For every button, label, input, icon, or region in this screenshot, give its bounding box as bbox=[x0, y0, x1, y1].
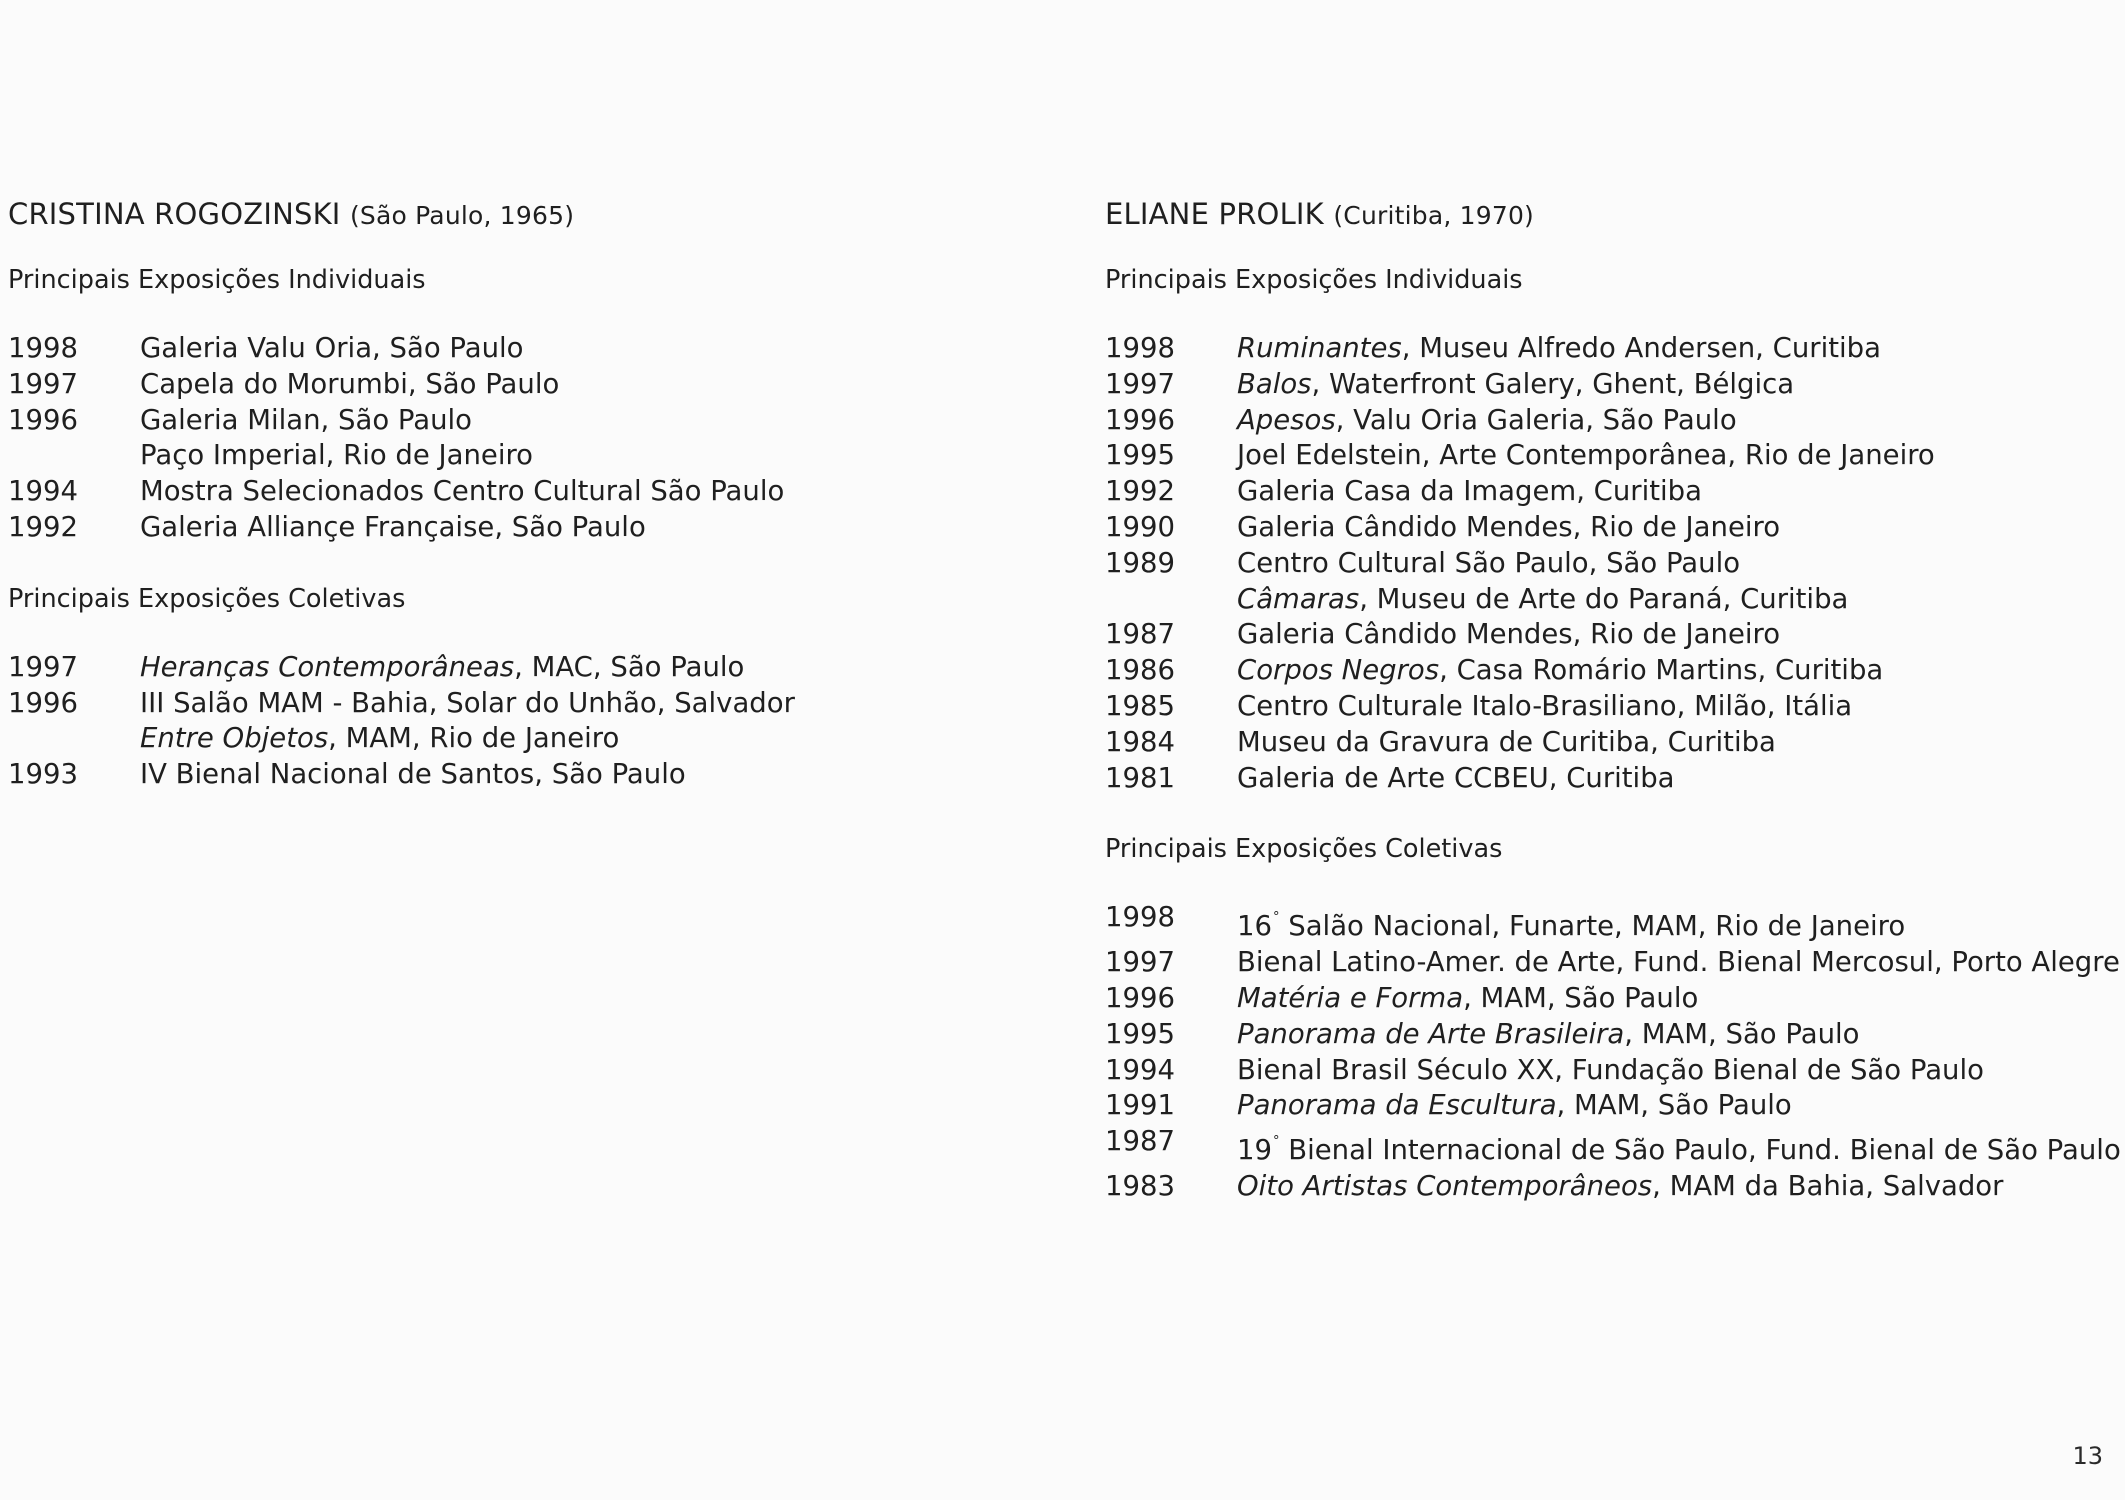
exhibition-description bbox=[1237, 474, 1702, 510]
exhibition-year: 1987 bbox=[1105, 1125, 1175, 1158]
exhibition-year: 1997 bbox=[1105, 946, 1175, 979]
exhibition-year: 1994 bbox=[1105, 1053, 1175, 1086]
exhibition-entry bbox=[1105, 1169, 2115, 1205]
exhibition-text: , MAM, São Paulo bbox=[1556, 1089, 1792, 1122]
exhibition-description bbox=[1237, 981, 1698, 1017]
exhibition-entry bbox=[1105, 617, 2115, 653]
exhibition-entry bbox=[8, 686, 1068, 722]
exhibition-description bbox=[140, 367, 559, 403]
artist-column-right bbox=[1105, 195, 2121, 1241]
exhibition-year: 1994 bbox=[8, 475, 78, 508]
exhibition-entry bbox=[8, 438, 1068, 474]
exhibition-text: Galeria Casa da Imagem, Curitiba bbox=[1237, 475, 1702, 508]
exhibition-description bbox=[140, 403, 472, 439]
exhibition-text: , Valu Oria Galeria, São Paulo bbox=[1335, 403, 1737, 436]
collective-exhibitions-heading: Principais Exposições Coletivas bbox=[8, 583, 406, 614]
exhibition-entry bbox=[8, 721, 1068, 757]
exhibition-title-italic: Apesos bbox=[1237, 403, 1336, 436]
exhibition-year: 1995 bbox=[1105, 1017, 1175, 1050]
exhibition-description bbox=[1237, 438, 1935, 474]
exhibition-entry bbox=[1105, 689, 2115, 725]
exhibition-year bbox=[1105, 582, 1237, 618]
exhibition-description bbox=[1237, 1088, 1792, 1124]
exhibition-description bbox=[1237, 653, 1883, 689]
exhibition-year: 1981 bbox=[1105, 761, 1175, 794]
exhibition-year: 1997 bbox=[8, 367, 78, 400]
exhibition-year: 1986 bbox=[1105, 654, 1175, 687]
artist-origin: (Curitiba, 1970) bbox=[1333, 201, 1535, 230]
page-number: 13 bbox=[2072, 1442, 2103, 1470]
exhibition-year: 1998 bbox=[1105, 901, 1175, 934]
exhibition-entry bbox=[8, 757, 1068, 793]
exhibition-year: 1998 bbox=[1105, 332, 1175, 364]
exhibition-year: 1998 bbox=[8, 332, 78, 364]
exhibition-entry bbox=[1105, 761, 2115, 797]
exhibition-description bbox=[1237, 1124, 2121, 1169]
exhibition-title-italic: Ruminantes bbox=[1237, 332, 1402, 364]
exhibition-title-italic: Panorama de Arte Brasileira bbox=[1237, 1017, 1625, 1050]
exhibition-text: Salão Nacional, Funarte, MAM, Rio de Janeiro bbox=[1279, 910, 1906, 943]
exhibition-title-italic: Panorama da Escultura bbox=[1237, 1089, 1557, 1122]
individual-exhibitions-list bbox=[1105, 331, 2115, 796]
exhibition-description bbox=[1237, 617, 1780, 653]
exhibition-text: IV Bienal Nacional de Santos, São Paulo bbox=[140, 758, 686, 791]
exhibition-entry bbox=[1105, 900, 2115, 945]
ordinal-mark: ° bbox=[1273, 910, 1280, 926]
exhibition-text: Centro Culturale Italo-Brasiliano, Milão, Itália bbox=[1237, 689, 1853, 722]
exhibition-description bbox=[1237, 510, 1780, 546]
exhibition-text: Galeria de Arte CCBEU, Curitiba bbox=[1237, 761, 1675, 794]
exhibition-year: 1996 bbox=[8, 403, 78, 436]
exhibition-entry bbox=[8, 367, 1068, 403]
exhibition-text: , Waterfront Galery, Ghent, Bélgica bbox=[1311, 367, 1795, 400]
exhibition-description bbox=[1237, 761, 1675, 797]
exhibition-description bbox=[1237, 331, 1881, 367]
exhibition-year: 1997 bbox=[8, 650, 78, 683]
exhibition-title-italic: Câmaras bbox=[1237, 582, 1360, 615]
exhibition-text: Galeria Valu Oria, São Paulo bbox=[140, 332, 524, 364]
exhibition-description bbox=[1237, 1017, 1859, 1053]
exhibition-description bbox=[140, 510, 646, 546]
exhibition-description bbox=[1237, 367, 1794, 403]
exhibition-year: 1996 bbox=[8, 686, 78, 719]
exhibition-year: 1992 bbox=[8, 510, 78, 543]
exhibition-title-italic: Oito Artistas Contemporâneos bbox=[1237, 1169, 1653, 1202]
exhibition-text: , MAM da Bahia, Salvador bbox=[1652, 1169, 2004, 1202]
exhibition-entry bbox=[8, 650, 1068, 686]
exhibition-text: Centro Cultural São Paulo, São Paulo bbox=[1237, 546, 1741, 579]
exhibition-description bbox=[140, 721, 619, 757]
exhibition-description bbox=[140, 331, 524, 367]
exhibition-text: , MAM, São Paulo bbox=[1463, 981, 1699, 1014]
exhibition-description bbox=[1237, 403, 1737, 439]
exhibition-description bbox=[1237, 900, 1905, 945]
exhibition-year: 1987 bbox=[1105, 618, 1175, 651]
exhibition-entry bbox=[1105, 474, 2115, 510]
exhibition-year bbox=[8, 438, 140, 474]
artist-column-left bbox=[8, 195, 1068, 829]
exhibition-text: Galeria Alliançe Française, São Paulo bbox=[140, 510, 646, 543]
exhibition-text: Galeria Cândido Mendes, Rio de Janeiro bbox=[1237, 510, 1781, 543]
exhibition-description bbox=[1237, 689, 1852, 725]
exhibition-description bbox=[140, 757, 686, 793]
exhibition-entry bbox=[1105, 653, 2115, 689]
exhibition-description bbox=[140, 438, 533, 474]
exhibition-text: Museu da Gravura de Curitiba, Curitiba bbox=[1237, 725, 1776, 758]
exhibition-year: 1997 bbox=[1105, 367, 1175, 400]
individual-exhibitions-list bbox=[8, 331, 1068, 546]
exhibition-text: Galeria Cândido Mendes, Rio de Janeiro bbox=[1237, 618, 1781, 651]
exhibition-entry bbox=[1105, 1053, 2115, 1089]
exhibition-text: , Museu Alfredo Andersen, Curitiba bbox=[1401, 332, 1881, 364]
collective-exhibitions-list bbox=[8, 650, 1068, 793]
artist-name: ELIANE PROLIK bbox=[1105, 197, 1324, 231]
exhibition-entry bbox=[8, 510, 1068, 546]
exhibition-description bbox=[1237, 1053, 1984, 1089]
exhibition-entry bbox=[1105, 367, 2115, 403]
exhibition-description bbox=[140, 686, 795, 722]
exhibition-description bbox=[140, 650, 744, 686]
exhibition-entry bbox=[1105, 1124, 2121, 1169]
exhibition-text: Bienal Internacional de São Paulo, Fund. Bienal de São Paulo bbox=[1279, 1134, 2121, 1167]
artist-name: CRISTINA ROGOZINSKI bbox=[8, 197, 341, 231]
exhibition-description bbox=[1237, 725, 1776, 761]
exhibition-description bbox=[1237, 546, 1740, 582]
exhibition-entry bbox=[1105, 582, 2115, 618]
exhibition-title-italic: Corpos Negros bbox=[1237, 654, 1440, 687]
exhibition-description bbox=[1237, 582, 1848, 618]
exhibition-text: III Salão MAM - Bahia, Solar do Unhão, Salvador bbox=[140, 686, 795, 719]
artist-title bbox=[8, 195, 1068, 235]
individual-exhibitions-heading: Principais Exposições Individuais bbox=[1105, 265, 1523, 295]
exhibition-entry bbox=[8, 331, 1068, 367]
exhibition-text: 19 bbox=[1237, 1134, 1272, 1167]
exhibition-year: 1995 bbox=[1105, 439, 1175, 472]
artist-title bbox=[1105, 195, 2115, 235]
exhibition-title-italic: Heranças Contemporâneas bbox=[140, 650, 515, 683]
exhibition-entry bbox=[1105, 403, 2115, 439]
exhibition-entry bbox=[1105, 438, 2115, 474]
exhibition-entry bbox=[8, 403, 1068, 439]
exhibition-year: 1983 bbox=[1105, 1169, 1175, 1202]
exhibition-year: 1989 bbox=[1105, 546, 1175, 579]
collective-exhibitions-heading: Principais Exposições Coletivas bbox=[1105, 834, 1503, 865]
exhibition-entry bbox=[1105, 510, 2115, 546]
exhibition-text: Bienal Latino-Amer. de Arte, Fund. Bienal Mercosul, Porto Alegre bbox=[1237, 946, 2120, 979]
exhibition-description bbox=[1237, 1169, 2003, 1205]
exhibition-year: 1993 bbox=[8, 758, 78, 791]
exhibition-entry bbox=[1105, 981, 2115, 1017]
exhibition-text: 16 bbox=[1237, 910, 1272, 943]
exhibition-entry bbox=[1105, 546, 2115, 582]
exhibition-entry bbox=[1105, 1017, 2115, 1053]
artist-origin: (São Paulo, 1965) bbox=[349, 201, 575, 230]
exhibition-year: 1990 bbox=[1105, 510, 1175, 543]
exhibition-text: , MAM, São Paulo bbox=[1624, 1017, 1860, 1050]
exhibition-text: , Casa Romário Martins, Curitiba bbox=[1439, 654, 1884, 687]
exhibition-text: Joel Edelstein, Arte Contemporânea, Rio de Janeiro bbox=[1237, 439, 1935, 472]
exhibition-description bbox=[140, 474, 784, 510]
exhibition-entry bbox=[1105, 1088, 2115, 1124]
exhibition-entry bbox=[1105, 945, 2120, 981]
exhibition-year: 1984 bbox=[1105, 725, 1175, 758]
exhibition-year: 1985 bbox=[1105, 689, 1175, 722]
exhibition-text: Bienal Brasil Século XX, Fundação Bienal de São Paulo bbox=[1237, 1053, 1984, 1086]
exhibition-year: 1996 bbox=[1105, 403, 1175, 436]
exhibition-title-italic: Entre Objetos bbox=[140, 722, 329, 755]
exhibition-entry bbox=[1105, 725, 2115, 761]
exhibition-title-italic: Balos bbox=[1237, 367, 1312, 400]
exhibition-text: Paço Imperial, Rio de Janeiro bbox=[140, 439, 533, 472]
exhibition-text: Capela do Morumbi, São Paulo bbox=[140, 367, 560, 400]
exhibition-text: , MAC, São Paulo bbox=[514, 650, 745, 683]
exhibition-text: Galeria Milan, São Paulo bbox=[140, 403, 473, 436]
exhibition-entry bbox=[8, 474, 1068, 510]
exhibition-text: Mostra Selecionados Centro Cultural São Paulo bbox=[140, 475, 785, 508]
exhibition-text: , MAM, Rio de Janeiro bbox=[328, 722, 620, 755]
individual-exhibitions-heading: Principais Exposições Individuais bbox=[8, 265, 426, 295]
exhibition-entry bbox=[1105, 331, 2115, 367]
ordinal-mark: ° bbox=[1273, 1134, 1280, 1150]
exhibition-year bbox=[8, 721, 140, 757]
exhibition-year: 1992 bbox=[1105, 475, 1175, 508]
exhibition-text: , Museu de Arte do Paraná, Curitiba bbox=[1359, 582, 1849, 615]
exhibition-description bbox=[1237, 945, 2120, 981]
exhibition-year: 1991 bbox=[1105, 1089, 1175, 1122]
exhibition-year: 1996 bbox=[1105, 981, 1175, 1014]
collective-exhibitions-list bbox=[1105, 900, 2121, 1204]
exhibition-title-italic: Matéria e Forma bbox=[1237, 981, 1464, 1014]
